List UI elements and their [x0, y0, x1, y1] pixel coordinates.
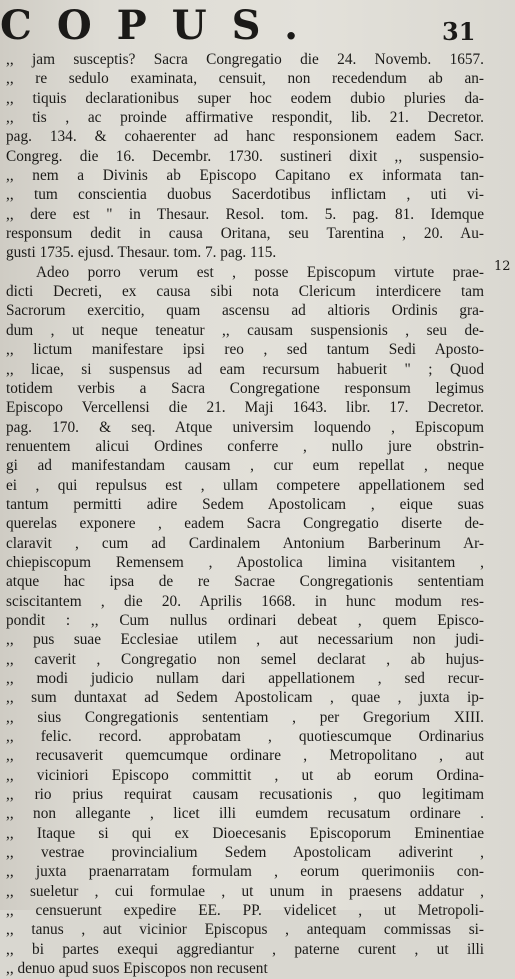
text-line: gi ad manifestandam causam , cur eum repellat , neque	[6, 457, 484, 475]
text-line: responsum dedit in causa Oritana, seu Tarentina , 20. Au-	[6, 225, 484, 243]
text-line: ,, recusaverit quemcumque ordinare , Metropolitano , aut	[6, 747, 484, 765]
text-line: ei , qui repulsus est , ullam competere appellationem sed	[6, 476, 484, 494]
text-line: ,, caverit , Congregatio non semel declarat , ab hujus-	[6, 650, 484, 668]
text-line: ,, sum duntaxat ad Sedem Apostolicam , quae , juxta ip-	[6, 689, 484, 707]
running-head: COPUS.	[0, 2, 324, 49]
text-line: ,, Itaque si qui ex Dioecesanis Episcoporum Eminentiae	[6, 824, 484, 842]
text-line: ,, viciniori Episcopo committit , ut ab eorum Ordina-	[6, 766, 484, 784]
text-line: Congreg. die 16. Decembr. 1730. sustineri dixit ,, suspensio-	[6, 147, 484, 165]
text-line: renuentem alicui Ordines conferre , nullo jure obstrin-	[6, 437, 484, 455]
text-line: ,, tanus , aut vicinior Episcopus , antequam commissas si-	[6, 921, 484, 939]
text-line: dicti Decreti, ex causa sibi nota Clericum interdicere tam	[6, 283, 484, 301]
text-line: ,, vestrae provincialium Sedem Apostolicam adiverint ,	[6, 844, 484, 862]
text-line: ,, felic. record. approbatam , quotiescumque Ordinarius	[6, 728, 484, 746]
page-number: 31	[442, 17, 476, 46]
text-line: dum , ut neque teneatur ,, causam suspensionis , seu de-	[6, 321, 484, 339]
text-line: ,, censuerunt expedire EE. PP. videlicet , ut Metropoli-	[6, 902, 484, 920]
text-line: ,, tum conscientia duobus Sacerdotibus inflictam , uti vi-	[6, 186, 484, 204]
text-line: ,, denuo apud suos Episcopos non recusent	[6, 960, 268, 978]
body-text	[6, 50, 484, 979]
text-line: atque hac ipsa de re Sacrae Congregationis sententiam	[6, 573, 484, 591]
text-line: ,, sueletur , cui formulae , ut unum in praesens addatur ,	[6, 882, 484, 900]
text-line: ,, rio prius requirat causam recusationis , quo legitimam	[6, 786, 484, 804]
text-line: pag. 170. & seq. Atque universim loquendo , Episcopum	[6, 418, 484, 436]
margin-note: 12	[494, 259, 511, 274]
text-line: ,, licae, si suspensus ad eam recursum habuerit " ; Quod	[6, 360, 484, 378]
text-line: ,, tiquis declarationibus super hoc eodem dubio pluries da-	[6, 89, 484, 107]
text-line: totidem verbis a Sacra Congregatione responsum legimus	[6, 379, 484, 397]
text-line: ,, dere est " in Thesaur. Resol. tom. 5. pag. 81. Idemque	[6, 205, 484, 223]
text-line: Adeo porro verum est , posse Episcopum virtute prae-	[36, 263, 484, 281]
text-line: ,, juxta praenarratam formulam , eorum querimoniis con-	[6, 863, 484, 881]
text-line: ,, lictum manifestare ipsi reo , sed tantum Sedi Aposto-	[6, 341, 484, 359]
text-line: ,, non allegante , licet illi eumdem recusatum ordinare .	[6, 805, 484, 823]
text-line: ,, jam susceptis? Sacra Congregatio die 24. Novemb. 1657.	[6, 51, 484, 68]
text-line: querelas exponere , eadem Sacra Congregatio diserte de-	[6, 515, 484, 533]
text-line: pag. 134. & cohaerenter ad hanc responsionem eadem Sacr.	[6, 128, 484, 146]
text-line: ,, bi partes exequi aggrediantur , paterne curent , ut illi	[6, 940, 484, 958]
text-line: claravit , cum ad Cardinalem Antonium Barberinum Ar-	[6, 534, 484, 552]
text-line: Sacrorum exercitio, quam ascensu ad altioris Ordinis gra-	[6, 302, 484, 320]
text-line: ,, modi judicio nullam dari appellationem , sed recur-	[6, 670, 484, 687]
text-line: gusti 1735. ejusd. Thesaur. tom. 7. pag. 115.	[6, 244, 277, 262]
text-line: chiepiscopum Remensem , Apostolica limina visitantem ,	[6, 553, 484, 571]
text-line: ,, tis , ac proinde affirmative respondit, lib. 21. Decretor.	[6, 109, 484, 127]
text-line: pondit : ,, Cum nullus ordinari debeat , quem Episco-	[6, 611, 484, 629]
text-line: Episcopo Vercellensi die 21. Maji 1643. libr. 17. Decretor.	[6, 399, 484, 417]
text-line: ,, re sedulo examinata, censuit, non recedendum ab an-	[6, 70, 484, 88]
text-line: sciscitantem , die 20. Aprilis 1668. in hunc modum res-	[6, 592, 484, 610]
text-line: tantum permitti adire Sedem Apostolicam , eique suas	[6, 495, 484, 513]
text-line: ,, sius Congregationis sententiam , per Gregorium XIII.	[6, 708, 484, 726]
text-line: ,, pus suae Ecclesiae utilem , aut necessarium non judi-	[6, 631, 484, 649]
text-line: ,, nem a Divinis ab Episcopo Capitano ex informata tan-	[6, 167, 484, 185]
